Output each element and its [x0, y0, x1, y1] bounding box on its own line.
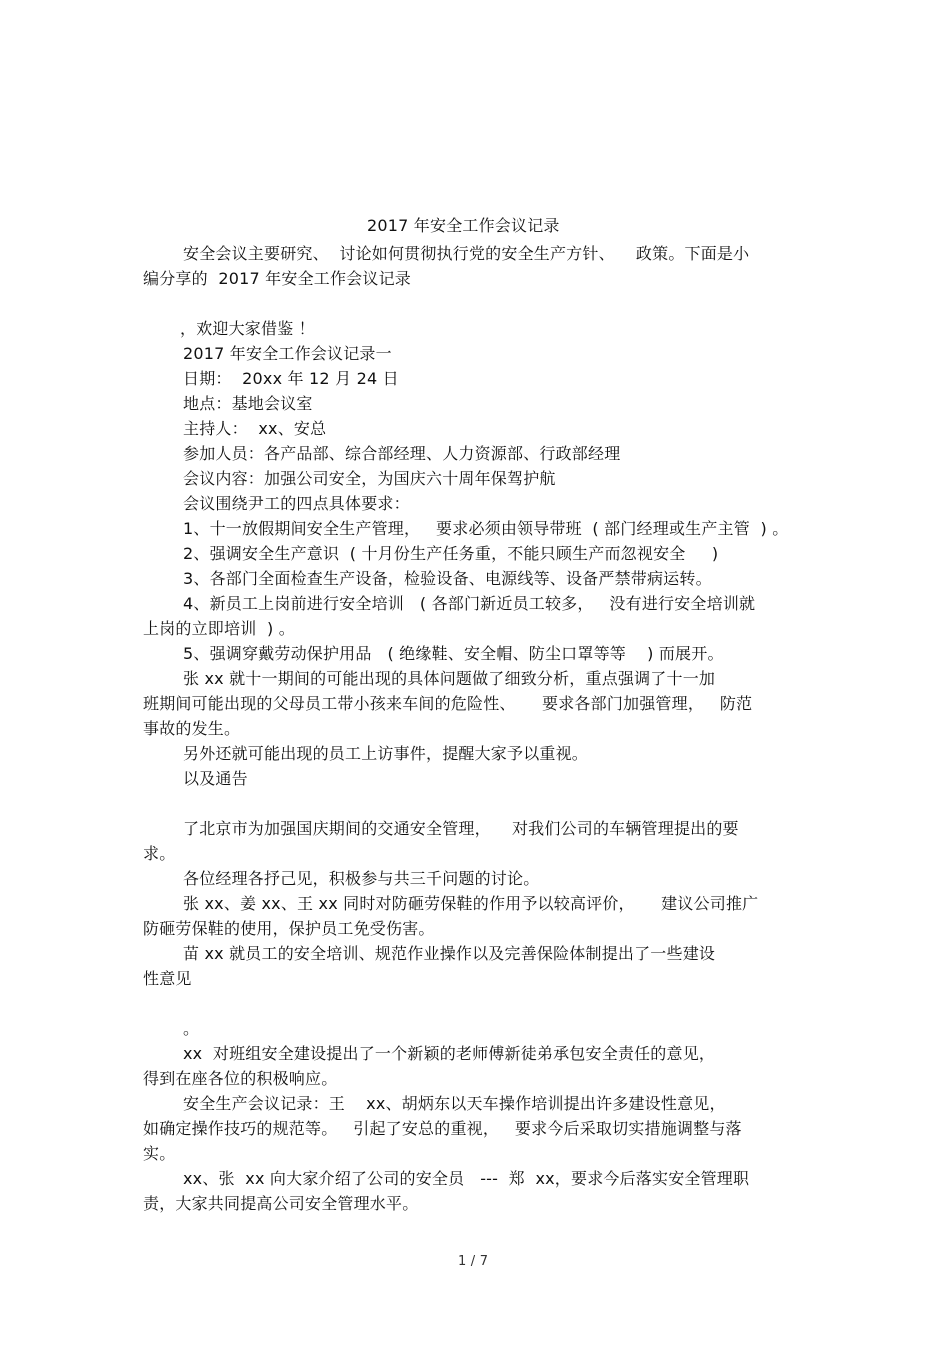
paragraph-line: 参加人员：各产品部、综合部经理、人力资源部、行政部经理	[183, 444, 621, 463]
paragraph-line: xx、张 xx 向大家介绍了公司的安全员 --- 郑 xx，要求今后落实安全管理职	[183, 1169, 750, 1188]
paragraph-line: 主持人： xx、安总	[183, 419, 327, 438]
paragraph-line: 日期： 20xx 年 12 月 24 日	[183, 369, 399, 388]
paragraph-line: 1、十一放假期间安全生产管理， 要求必须由领导带班 ( 部门经理或生产主管 ) 。	[183, 519, 789, 538]
paragraph-line: 。	[183, 1019, 200, 1038]
paragraph-line: 得到在座各位的积极响应。	[143, 1069, 338, 1088]
paragraph-line: 了北京市为加强国庆期间的交通安全管理， 对我们公司的车辆管理提出的要	[183, 819, 739, 838]
document-title: 2017 年安全工作会议记录	[367, 216, 560, 235]
paragraph-line: 会议围绕尹工的四点具体要求：	[183, 494, 410, 513]
paragraph-line: 2、强调安全生产意识 ( 十月份生产任务重，不能只顾生产而忽视安全 )	[183, 544, 719, 563]
paragraph-line: 实。	[143, 1144, 176, 1163]
paragraph-line: 事故的发生。	[143, 719, 241, 738]
paragraph-line: 编分享的 2017 年安全工作会议记录	[143, 269, 411, 288]
paragraph-line: 防砸劳保鞋的使用，保护员工免受伤害。	[143, 919, 435, 938]
paragraph-line: 上岗的立即培训 ) 。	[143, 619, 295, 638]
page-number: 1 / 7	[458, 1254, 489, 1269]
paragraph-line: 各位经理各抒己见，积极参与共三千问题的讨论。	[183, 869, 540, 888]
paragraph-line: 安全会议主要研究、 讨论如何贯彻执行党的安全生产方针、 政策。下面是小	[183, 244, 750, 263]
paragraph-line: 求。	[143, 844, 176, 863]
paragraph-line: 性意见	[143, 969, 192, 988]
paragraph-line: 班期间可能出现的父母员工带小孩来车间的危险性、 要求各部门加强管理， 防范	[143, 694, 753, 713]
paragraph-line: 会议内容：加强公司安全，为国庆六十周年保驾护航	[183, 469, 556, 488]
paragraph-line: 苗 xx 就员工的安全培训、规范作业操作以及完善保险体制提出了一些建设	[183, 944, 716, 963]
paragraph-line: 张 xx 就十一期间的可能出现的具体问题做了细致分析，重点强调了十一加	[183, 669, 716, 688]
paragraph-line: ，欢迎大家借鉴 ！	[180, 319, 315, 338]
paragraph-line: 以及通告	[183, 769, 248, 788]
paragraph-line: 安全生产会议记录：王 xx、胡炳东以天车操作培训提出许多建设性意见，	[183, 1094, 726, 1113]
paragraph-line: 张 xx、姜 xx、王 xx 同时对防砸劳保鞋的作用予以较高评价， 建议公司推广	[183, 894, 759, 913]
paragraph-line: 4、新员工上岗前进行安全培训 ( 各部门新近员工较多， 没有进行安全培训就	[183, 594, 756, 613]
paragraph-line: 地点：基地会议室	[183, 394, 313, 413]
paragraph-line: 责，大家共同提高公司安全管理水平。	[143, 1194, 419, 1213]
paragraph-line: 3、各部门全面检查生产设备，检验设备、电源线等、设备严禁带病运转。	[183, 569, 712, 588]
paragraph-line: 5、强调穿戴劳动保护用品 ( 绝缘鞋、安全帽、防尘口罩等等 ) 而展开。	[183, 644, 724, 663]
paragraph-line: xx 对班组安全建设提出了一个新颖的老师傅新徒弟承包安全责任的意见，	[183, 1044, 716, 1063]
paragraph-line: 2017 年安全工作会议记录一	[183, 344, 392, 363]
paragraph-line: 另外还就可能出现的员工上访事件，提醒大家予以重视。	[183, 744, 589, 763]
paragraph-line: 如确定操作技巧的规范等。 引起了安总的重视， 要求今后采取切实措施调整与落	[143, 1119, 742, 1138]
